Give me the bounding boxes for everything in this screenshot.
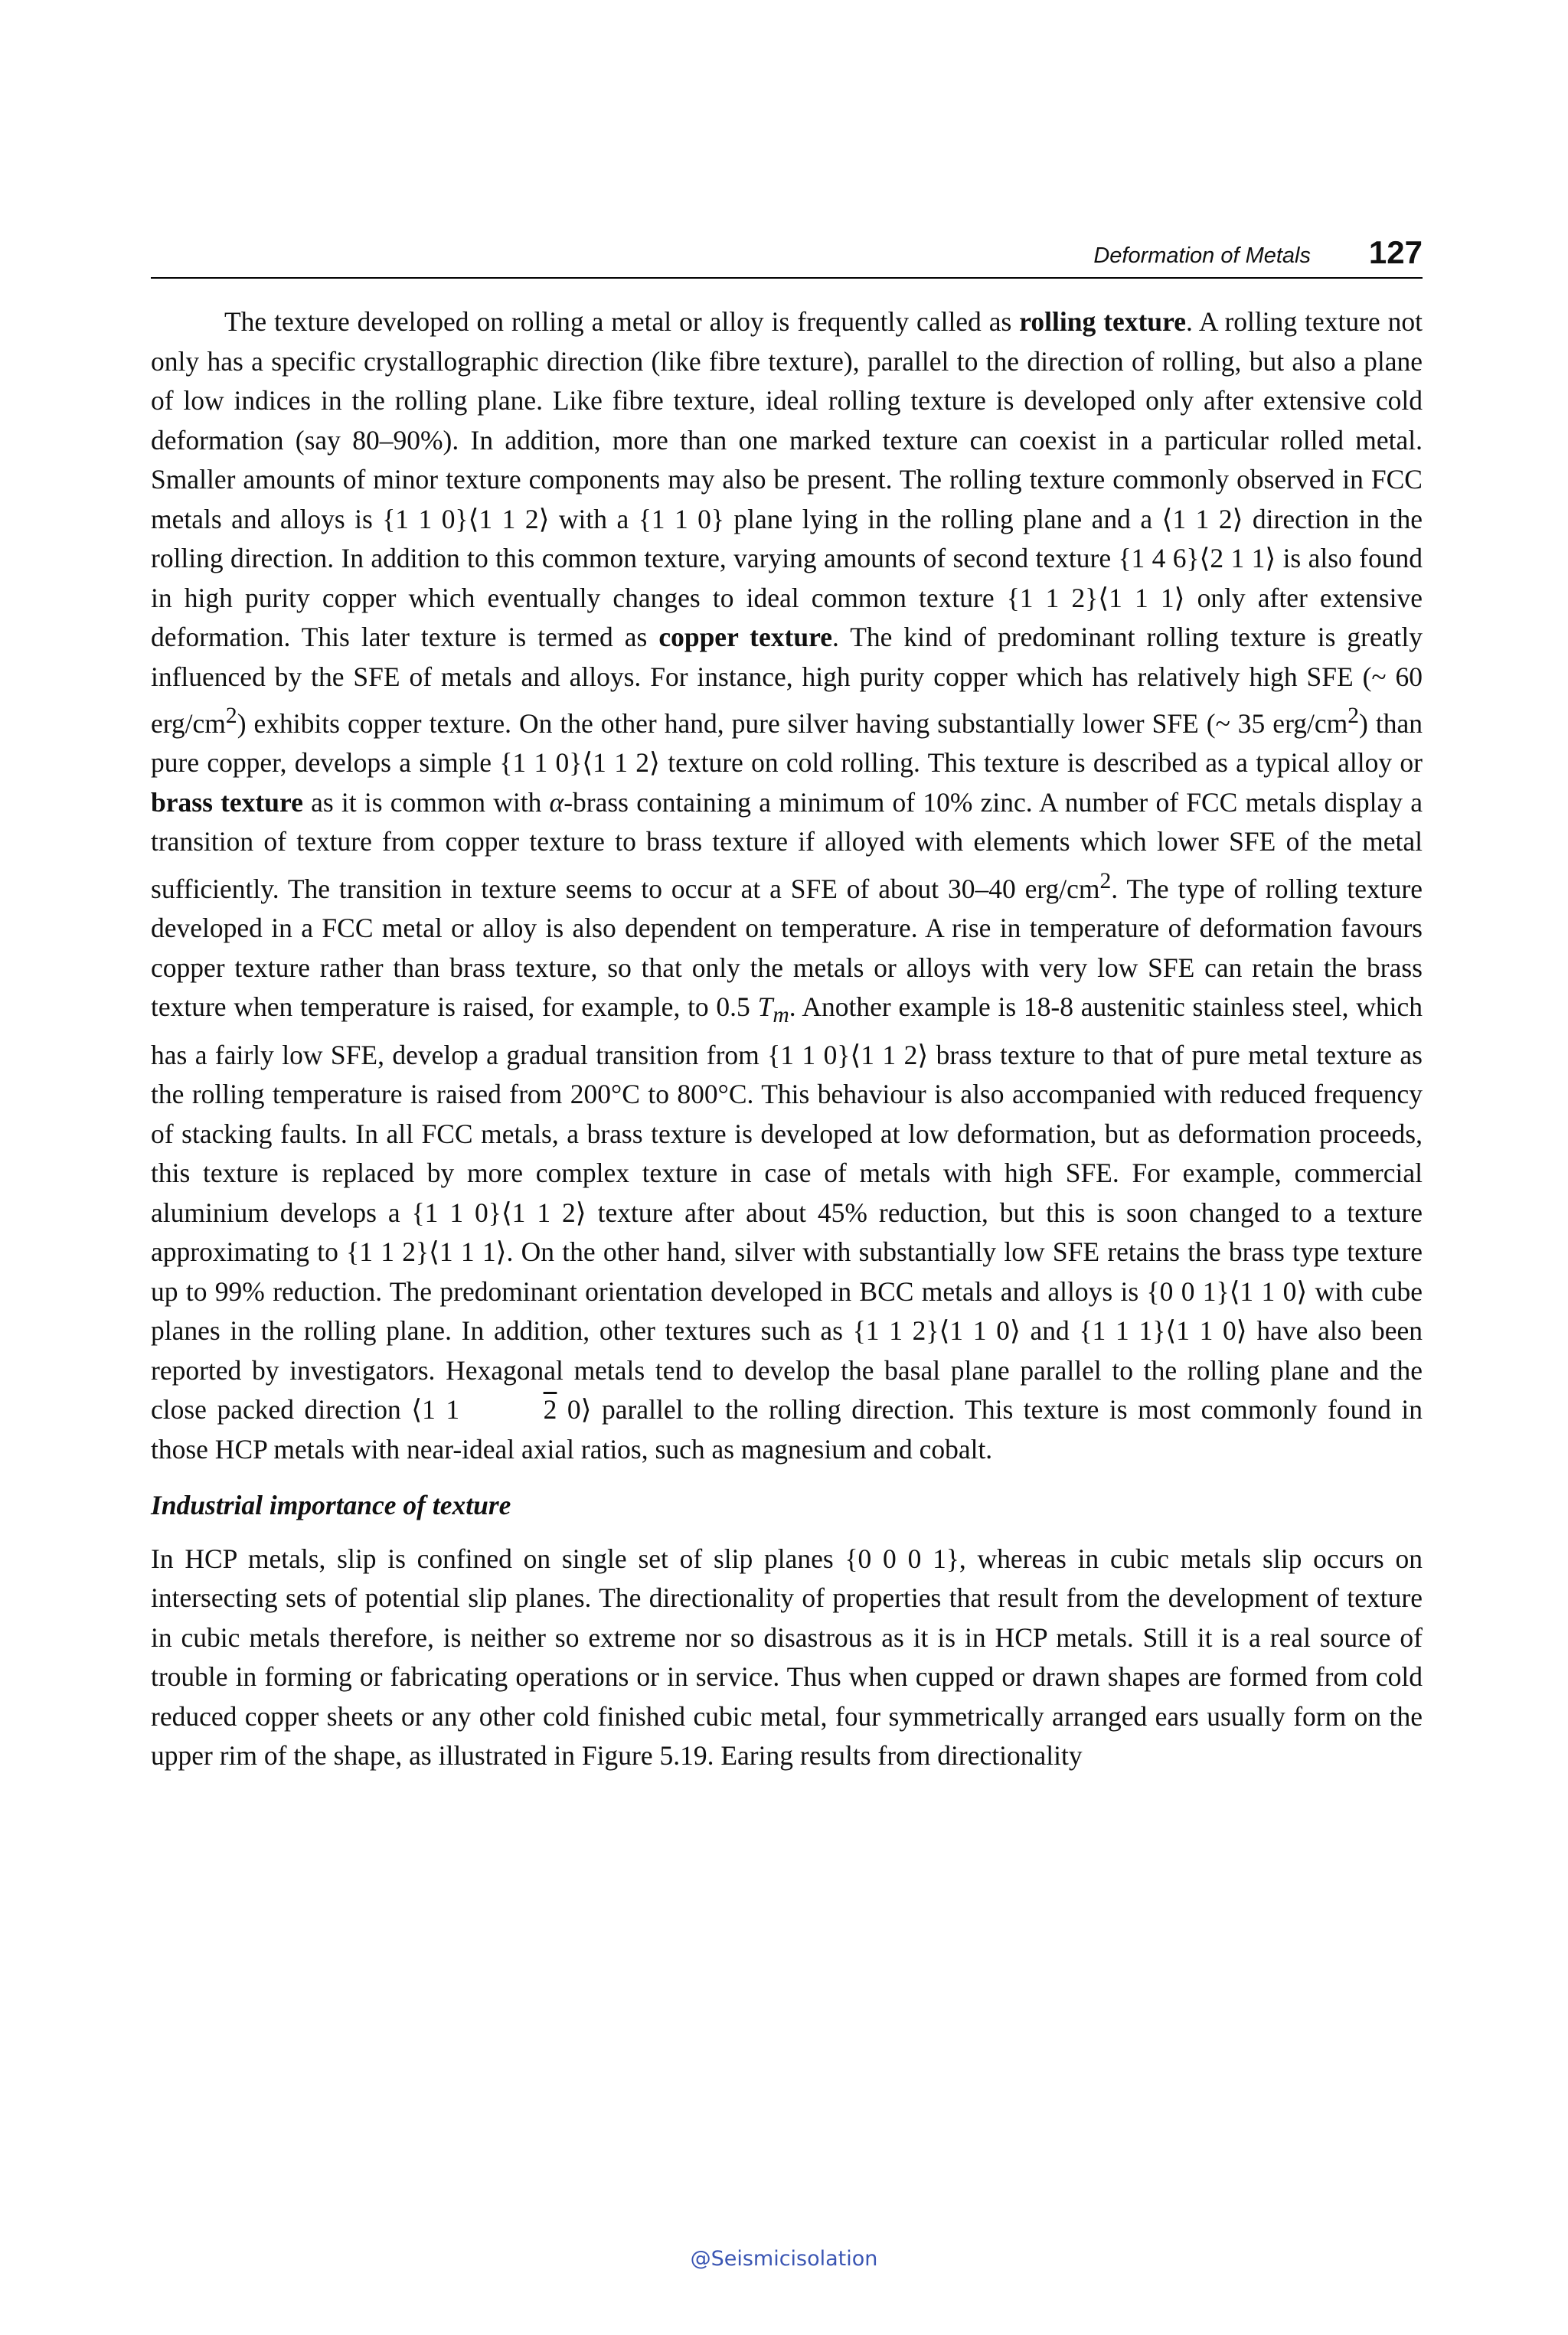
superscript: 2 <box>225 704 237 728</box>
subscript-m: m <box>773 1003 789 1028</box>
text-run: ) exhibits copper texture. On the other hand, pure silver having substantially lower SFE (~ 35 erg/cm <box>237 707 1348 739</box>
text-run: . The type of rolling texture developed in a FCC metal or alloy is also dependent on temperature. A rise in temperature of deformation favours copper texture rather than brass texture, so that only the metals or alloys with very low SFE can retain the brass texture when temperature is raised, for example, to 0.5 <box>151 873 1423 1023</box>
paragraph-industrial-importance: In HCP metals, slip is confined on single set of slip planes {0 0 0 1}, whereas in cubic metals slip occurs on intersecting sets of potential slip planes. The directionality of properties that result from the development of texture in cubic metals therefore, is neither so extreme nor so disastrous as it is in HCP metals. Still it is a real source of trouble in forming or fabricating operations or in service. Thus when cupped or drawn shapes are formed from cold reduced copper sheets or any other cold finished cubic metal, four symmetrically arranged ears usually form on the upper rim of the shape, as illustrated in Figure 5.19. Earing results from directionality <box>151 1543 1423 1772</box>
term-rolling-texture: rolling texture <box>1019 306 1186 337</box>
term-copper-texture: copper texture <box>658 622 832 652</box>
page-number: 127 <box>1368 234 1423 270</box>
overbar-index: 2 <box>543 1394 557 1425</box>
alpha-symbol: α <box>549 786 564 818</box>
text-run: . Another example is 18-8 austenitic stainless steel, which has a fairly low SFE, develop a gradual transition from {1 1 0}⟨1 1 2⟩ brass texture to that of pure metal texture as the rolling temperature is raised from 200°C to 800°C. This behaviour is also accompanied with reduced frequency of stacking faults. In all FCC metals, a brass texture is developed at low deformation, but as deformation proceeds, this texture is replaced by more complex texture in case of metals with high SFE. For example, commercial aluminium develops a {1 1 0}⟨1 1 2⟩ texture after about 45% reduction, but this is soon changed to a texture approximating to {1 1 2}⟨1 1 1⟩. On the other hand, silver with substantially low SFE retains the brass type texture up to 99% reduction. The predominant orientation developed in BCC metals and alloys is {0 0 1}⟨1 1 0⟩ with cube planes in the rolling plane. In addition, other textures such as {1 1 2}⟨1 1 0⟩ and {1 1 1}⟨1 1 0⟩ have also been reported by investigators. Hexagonal metals tend to develop the basal plane parallel to the rolling plane and the close packed direction ⟨1 1 <box>151 991 1423 1425</box>
body-text <box>151 302 1423 1776</box>
text-run: . The kind of predominant rolling texture is greatly influenced by the SFE of metals and alloys. For instance, high purity copper which has relatively high SFE (~ 60 erg/cm <box>151 622 1423 739</box>
text-run: as it is common with <box>302 786 550 818</box>
chapter-title: Deformation of Metals <box>1093 243 1311 268</box>
text-run: The texture developed on rolling a metal or alloy is frequently called as <box>224 306 1020 337</box>
text-run: -brass containing a minimum of 10% zinc. A number of FCC metals display a transition of texture from copper texture to brass texture if alloyed with elements which lower SFE of the metal sufficiently. The transition in texture seems to occur at a SFE of about 30–40 erg/cm <box>151 786 1423 904</box>
running-header <box>151 230 1423 279</box>
text-run: . A rolling texture not only has a specific crystallographic direction (like fibre texture), parallel to the direction of rolling, but also a plane of low indices in the rolling plane. Like fibre texture, ideal rolling texture is developed only after extensive cold deformation (say 80–90%). In addition, more than one marked texture can coexist in a particular rolled metal. Smaller amounts of minor texture components may also be present. The rolling texture commonly observed in FCC metals and alloys is {1 1 0}⟨1 1 2⟩ with a {1 1 0} plane lying in the rolling plane and a ⟨1 1 2⟩ direction in the rolling direction. In addition to this common texture, varying amounts of second texture {1 4 6}⟨2 1 1⟩ is also found in high purity copper which eventually changes to ideal common texture {1 1 2}⟨1 1 1⟩ only after extensive deformation. This later texture is termed as <box>151 306 1423 652</box>
symbol-t: T <box>757 991 773 1023</box>
text-run: 0⟩ parallel to the rolling direction. This texture is most commonly found in those HCP metals with near-ideal axial ratios, such as magnesium and cobalt. <box>151 1394 1423 1465</box>
superscript: 2 <box>1348 704 1360 728</box>
watermark: @Seismicisolation <box>690 2247 878 2271</box>
section-heading: Industrial importance of texture <box>151 1490 511 1521</box>
text-run: ) than pure copper, develops a simple {1 1 0}⟨1 1 2⟩ texture on cold rolling. This texture is described as a typical alloy or <box>151 707 1423 779</box>
term-brass-texture: brass texture <box>151 786 303 818</box>
superscript: 2 <box>1099 868 1112 893</box>
paragraph-rolling-texture <box>151 302 1423 1469</box>
